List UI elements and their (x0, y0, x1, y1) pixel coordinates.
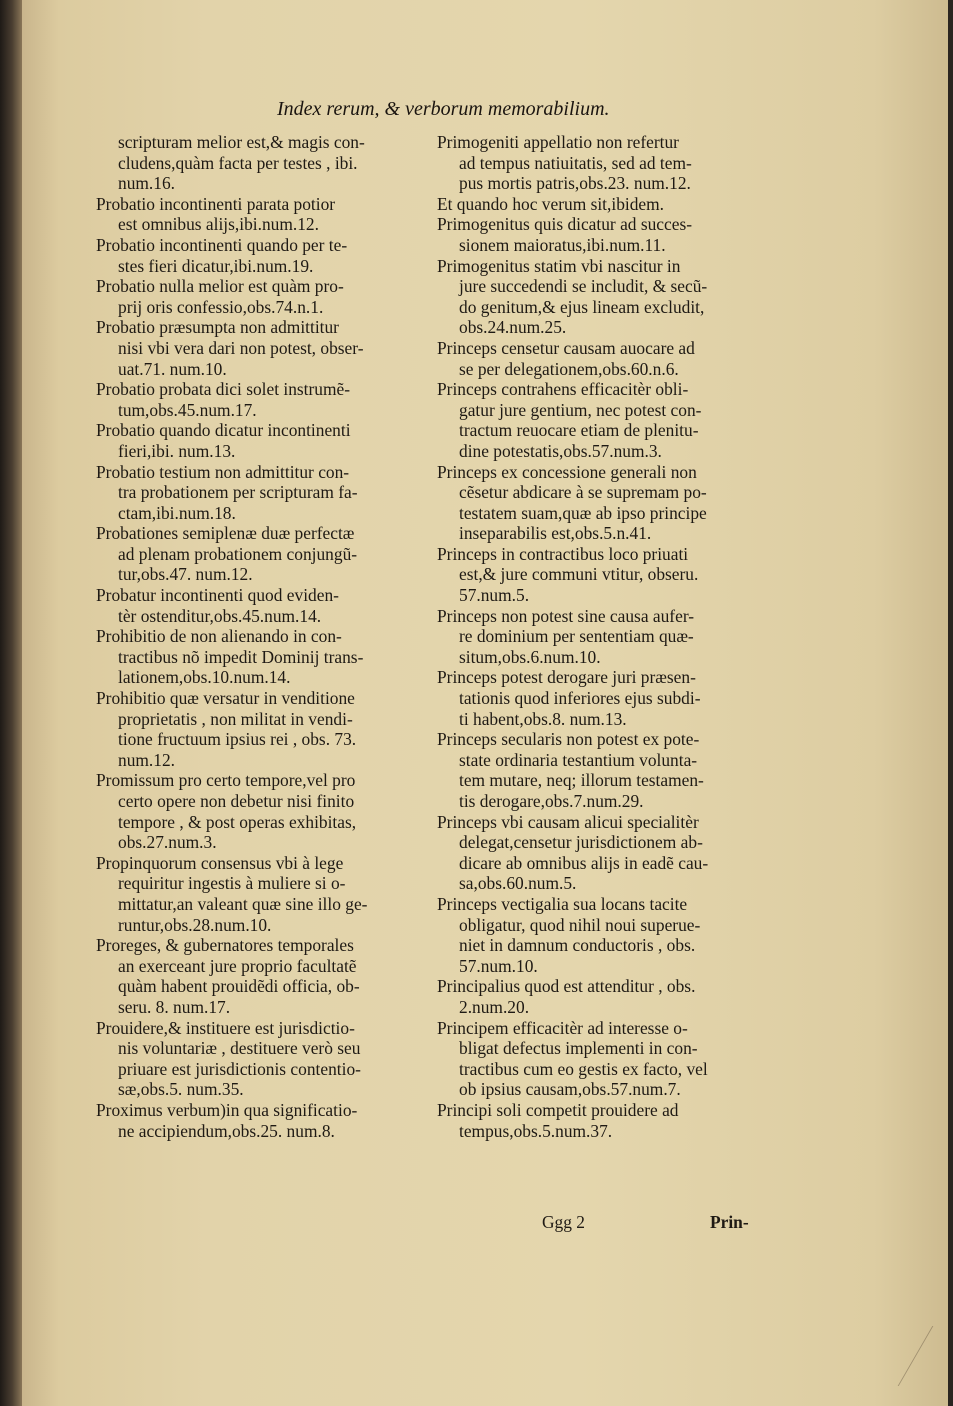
book-gutter (0, 0, 22, 1406)
left-index-entry (96, 853, 426, 935)
entry-line: prij oris confessio,obs.74.n.1. (118, 296, 324, 317)
entry-line: est,& jure communi vtitur, obseru. (459, 564, 699, 585)
entry-line: Probatio incontinenti quando per te- (96, 234, 348, 255)
entry-line: tèr ostenditur,obs.45.num.14. (118, 605, 322, 626)
entry-line: 57.num.10. (459, 955, 538, 976)
entry-line: tione fructuum ipsius rei , obs. 73. (118, 729, 357, 750)
entry-line: jure succedendi se includit, & secũ- (459, 276, 708, 297)
entry-line: niet in damnum conductoris , obs. (459, 935, 696, 956)
entry-line: state ordinaria testantium volunta- (459, 749, 698, 770)
entry-line: nisi vbi vera dari non potest, obser- (118, 337, 364, 358)
entry-line: obligatur, quod nihil noui superue- (459, 914, 701, 935)
entry-line: obs.27.num.3. (118, 832, 217, 853)
entry-line: Et quando hoc verum sit,ibidem. (437, 193, 665, 214)
entry-line: proprietatis , non militat in vendi- (118, 708, 353, 729)
entry-line: Probatio probata dici solet instrumẽ- (96, 379, 351, 400)
left-index-entry (96, 523, 426, 585)
entry-line: cludens,quàm facta per testes , ibi. (118, 152, 358, 173)
entry-line: lationem,obs.10.num.14. (118, 667, 291, 688)
entry-line: Princeps in contractibus loco priuati (437, 543, 689, 564)
right-index-entry (437, 667, 782, 729)
left-index-entry (96, 585, 426, 626)
entry-line: cẽsetur abdicare à se supremam po- (459, 482, 707, 503)
left-index-entry (96, 276, 426, 317)
right-index-entry (437, 1018, 782, 1100)
catchword: Prin- (710, 1212, 749, 1232)
entry-line: ob ipsius causam,obs.57.num.7. (459, 1079, 681, 1100)
entry-line: Princeps censetur causam auocare ad (437, 337, 695, 358)
entry-line: gatur jure gentium, nec potest con- (459, 399, 702, 420)
entry-line: situm,obs.6.num.10. (459, 646, 601, 667)
entry-line: 2.num.20. (459, 996, 530, 1017)
entry-line: tis derogare,obs.7.num.29. (459, 791, 644, 811)
index-column-left (96, 132, 426, 1141)
entry-line: certo opere non debetur nisi finito (118, 791, 355, 811)
left-index-entry (96, 688, 426, 770)
entry-line: stes fieri dicatur,ibi.num.19. (118, 255, 314, 276)
entry-line: tractibus cum eo gestis ex facto, vel (459, 1058, 708, 1079)
entry-line: Primogenitus quis dicatur ad succes- (437, 214, 693, 235)
entry-line: Princeps vectigalia sua locans tacite (437, 893, 688, 914)
right-index-entry (437, 214, 782, 255)
right-index-entry (437, 194, 782, 215)
index-column-right (437, 132, 782, 1141)
left-index-entry (96, 935, 426, 1017)
left-index-entry (96, 132, 426, 194)
entry-line: Prohibitio quæ versatur in venditione (96, 688, 355, 709)
left-index-entry (96, 626, 426, 688)
left-index-entry (96, 420, 426, 461)
entry-line: tractum reuocare etiam de plenitu- (459, 420, 699, 441)
left-index-entry (96, 770, 426, 852)
entry-line: ne accipiendum,obs.25. num.8. (118, 1120, 335, 1141)
entry-line: Princeps non potest sine causa aufer- (437, 605, 695, 626)
left-index-entry (96, 317, 426, 379)
entry-line: Prohibitio de non alienando in con- (96, 626, 342, 647)
book-page (22, 0, 948, 1406)
entry-line: sionem maioratus,ibi.num.11. (459, 234, 666, 255)
entry-line: tractibus nõ impedit Dominij trans- (118, 646, 364, 667)
entry-line: Princeps potest derogare juri præsen- (437, 667, 696, 688)
entry-line: inseparabilis est,obs.5.n.41. (459, 523, 652, 544)
entry-line: sa,obs.60.num.5. (459, 873, 577, 894)
entry-line: re dominium per sententiam quæ- (459, 626, 694, 647)
entry-line: sæ,obs.5. num.35. (118, 1079, 244, 1100)
entry-line: se per delegationem,obs.60.n.6. (459, 358, 679, 379)
entry-line: Princeps ex concessione generali non (437, 461, 697, 482)
entry-line: nis voluntariæ , destituere verò seu (118, 1038, 361, 1059)
entry-line: 57.num.5. (459, 585, 530, 606)
left-index-entry (96, 462, 426, 524)
entry-line: scripturam melior est,& magis con- (118, 132, 365, 152)
entry-line: Primogenitus statim vbi nascitur in (437, 255, 681, 276)
entry-line: uat.71. num.10. (118, 358, 227, 379)
entry-line: tationis quod inferiores ejus subdi- (459, 688, 701, 709)
entry-line: Proreges, & gubernatores temporales (96, 935, 354, 956)
entry-line: num.12. (118, 749, 176, 770)
entry-line: Princeps secularis non potest ex pote- (437, 729, 700, 750)
running-header: Index rerum, & verborum memorabilium. (277, 98, 610, 120)
entry-line: num.16. (118, 173, 176, 194)
entry-line: delegat,censetur jurisdictionem ab- (459, 832, 703, 853)
entry-line: obs.24.num.25. (459, 317, 567, 338)
entry-line: Prouidere,& instituere est jurisdictio- (96, 1017, 355, 1038)
entry-line: Principem efficacitèr ad interesse o- (437, 1017, 688, 1038)
entry-line: an exerceant jure proprio facultatẽ (118, 955, 357, 976)
entry-line: Probatio testium non admittitur con- (96, 461, 350, 482)
entry-line: seru. 8. num.17. (118, 996, 231, 1017)
entry-line: quàm habent prouidẽdi officia, ob- (118, 976, 360, 997)
entry-line: Probatio præsumpta non admittitur (96, 317, 339, 338)
entry-line: mittatur,an valeant quæ sine illo ge- (118, 893, 368, 914)
entry-line: pus mortis patris,obs.23. num.12. (459, 173, 691, 194)
entry-line: Propinquorum consensus vbi à lege (96, 852, 344, 873)
right-index-entry (437, 976, 782, 1017)
entry-line: Probatio quando dicatur incontinenti (96, 420, 351, 441)
right-index-entry (437, 338, 782, 379)
entry-line: fieri,ibi. num.13. (118, 440, 236, 461)
entry-line: Proximus verbum)in qua significatio- (96, 1099, 358, 1120)
entry-line: tempore , & post operas exhibitas, (118, 811, 357, 832)
left-index-entry (96, 235, 426, 276)
entry-line: Probatio nulla melior est quàm pro- (96, 276, 344, 297)
entry-line: bligat defectus implementi in con- (459, 1038, 698, 1059)
left-index-entry (96, 194, 426, 235)
page-edge-mark (838, 1326, 934, 1386)
right-index-entry (437, 544, 782, 606)
entry-line: runtur,obs.28.num.10. (118, 914, 272, 935)
entry-line: ctam,ibi.num.18. (118, 502, 236, 523)
entry-line: ti habent,obs.8. num.13. (459, 708, 627, 729)
entry-line: est omnibus alijs,ibi.num.12. (118, 214, 319, 235)
entry-line: Probatio incontinenti parata potior (96, 193, 336, 214)
right-index-entry (437, 1100, 782, 1141)
entry-line: priuare est jurisdictionis contentio- (118, 1058, 361, 1079)
entry-line: tra probationem per scripturam fa- (118, 482, 358, 503)
entry-line: tur,obs.47. num.12. (118, 564, 253, 585)
entry-line: do genitum,& ejus lineam excludit, (459, 296, 705, 317)
signature-mark: Ggg 2 (542, 1212, 585, 1232)
right-index-entry (437, 894, 782, 976)
entry-line: Principi soli competit prouidere ad (437, 1099, 679, 1120)
entry-line: dicare ab omnibus alijs in eadẽ cau- (459, 852, 709, 873)
left-index-entry (96, 379, 426, 420)
right-index-entry (437, 729, 782, 811)
entry-line: tem mutare, neq; illorum testamen- (459, 770, 704, 791)
entry-line: tum,obs.45.num.17. (118, 399, 257, 420)
entry-line: Probationes semiplenæ duæ perfectæ (96, 523, 355, 544)
right-index-entry (437, 462, 782, 544)
left-index-entry (96, 1018, 426, 1100)
entry-line: requiritur ingestis à muliere si o- (118, 873, 346, 894)
right-index-entry (437, 256, 782, 338)
entry-line: Princeps vbi causam alicui specialitèr (437, 811, 699, 832)
entry-line: Promissum pro certo tempore,vel pro (96, 770, 356, 791)
entry-line: Princeps contrahens efficacitèr obli- (437, 379, 689, 400)
right-index-entry (437, 132, 782, 194)
entry-line: Probatur incontinenti quod eviden- (96, 585, 339, 606)
entry-line: dine potestatis,obs.57.num.3. (459, 440, 662, 461)
entry-line: tempus,obs.5.num.37. (459, 1120, 613, 1141)
right-index-entry (437, 379, 782, 461)
entry-line: Principalius quod est attenditur , obs. (437, 976, 696, 997)
entry-line: Primogeniti appellatio non refertur (437, 132, 679, 152)
right-index-entry (437, 606, 782, 668)
right-index-entry (437, 812, 782, 894)
entry-line: testatem suam,quæ ab ipso principe (459, 502, 707, 523)
entry-line: ad plenam probationem conjungũ- (118, 543, 358, 564)
left-index-entry (96, 1100, 426, 1141)
entry-line: ad tempus natiuitatis, sed ad tem- (459, 152, 692, 173)
